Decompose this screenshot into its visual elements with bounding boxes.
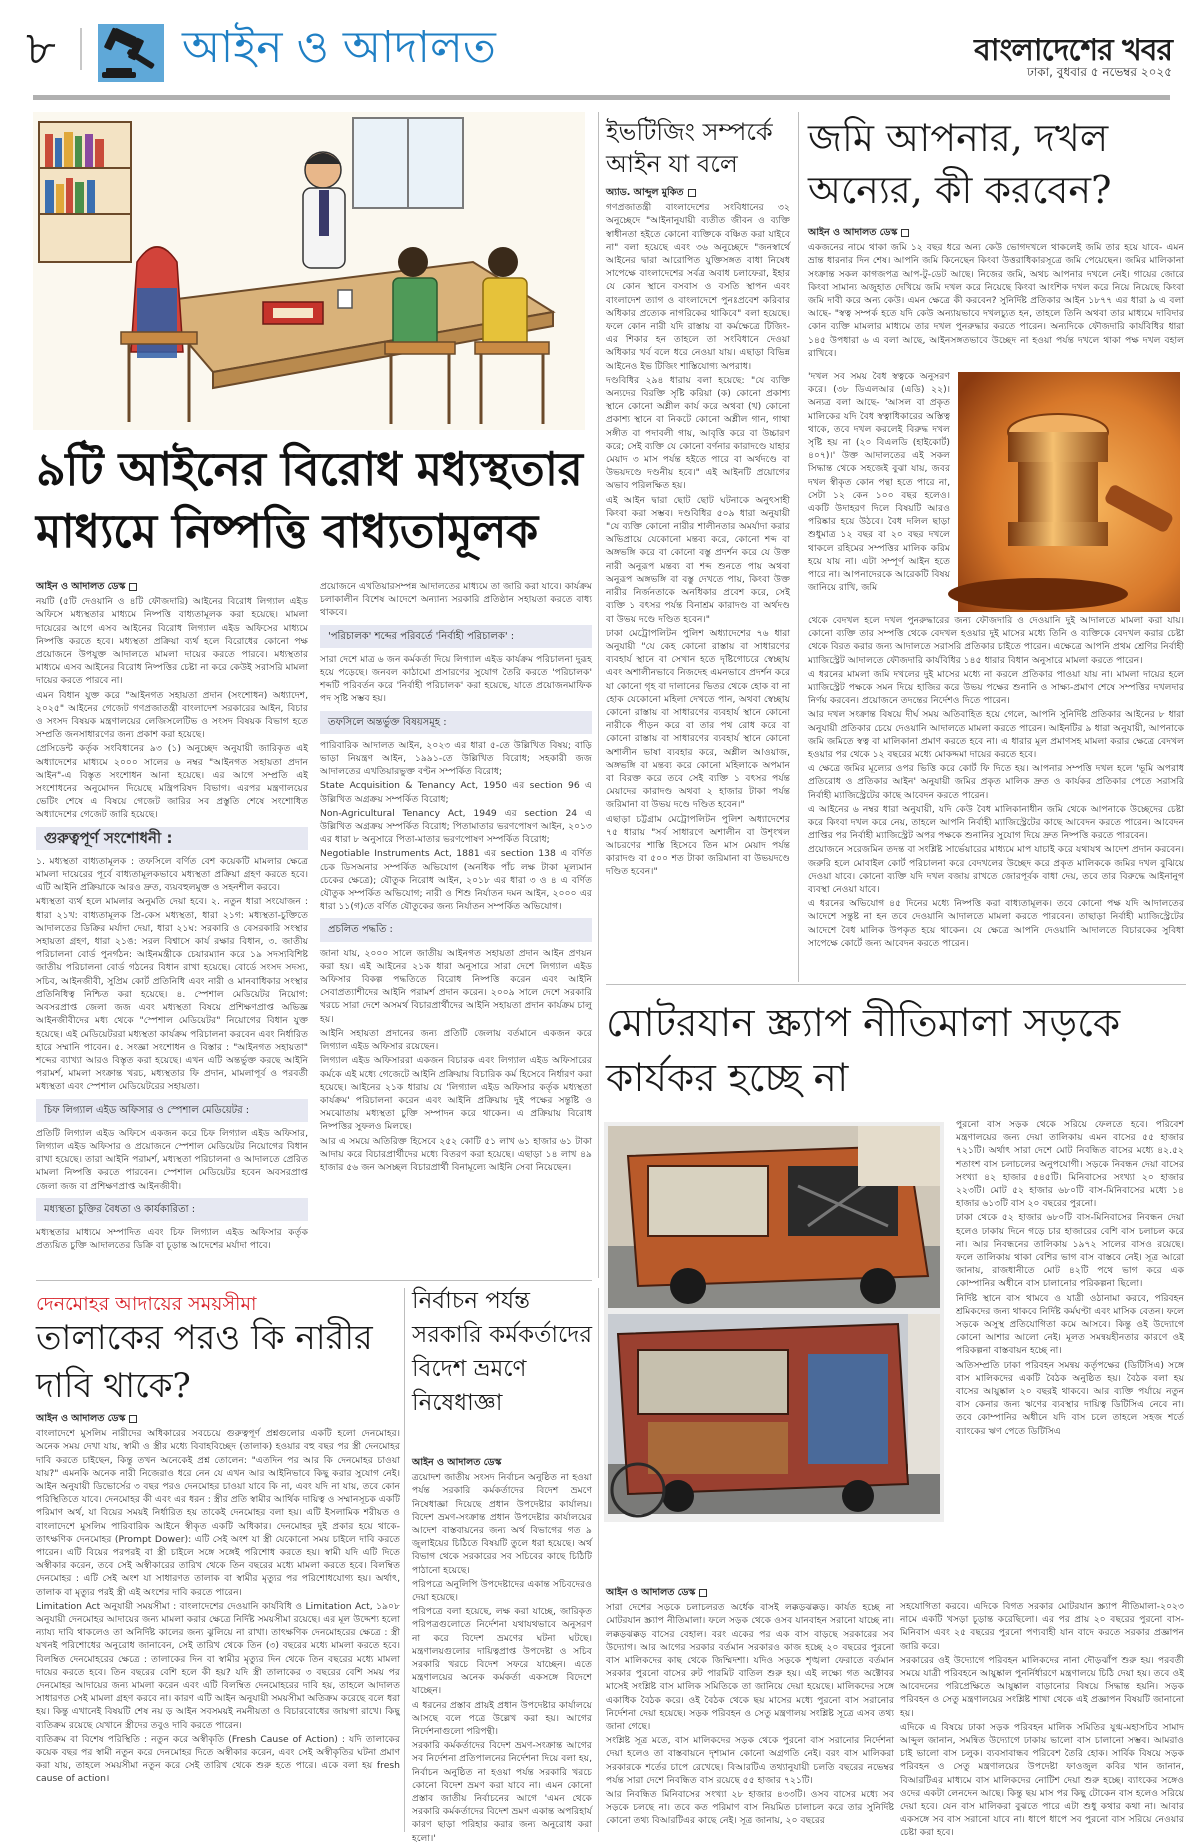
- motor-paragraph: এদিকে এ বিষয়ে ঢাকা সড়ক পরিবহন মালিক সমিতির যুগ্ম-মহাসচিব সামাদ আব্দুল জানান, সমন্বিত উদ্যোগে ঢাকায় ভালো বাস চালানো সম্ভব। আমরাও চাই ভালো বাস চলুক। ব্যবসাবান্ধব পরিবেশ তৈরি হোক। সার্বিক বিষয়ে সড়ক পরিবহন ও সেতু মন্ত্রণালয়ের উপদেষ্টা ফাওজুল কবির খান জানান, বিআরটিএর মাধ্যমে বাস মালিকদের নোটিশ দেয়া শুরু হচ্ছে। ব্যাংকের সঙ্গেও ওদের একটা লেনদেন আছে। কিন্তু ছয় মাস পর কিছু টোকেন বাস হলেও সরিয়ে দেয়া হবে। যেন বাস মালিকরা বুঝতে পারে এটা শুধু কথার কথা না। আবার একসঙ্গে সব বাস সরানো যাবে না। ধাপে ধাপে সব পুরনো বাস সরিয়ে নেওয়ার চেষ্টা করা হবে।: [900, 1721, 1184, 1839]
- eve-teasing-headline: ইভটিজিং সম্পর্কে আইন যা বলে: [606, 118, 773, 178]
- motor-bottom-right: [900, 1600, 1184, 1839]
- election-paragraph: পরিপত্রে বলা হয়েছে, লক্ষ করা যাচ্ছে, জারিকৃত পরিপত্রগুলোতে নির্দেশনা যথাযথভাবে অনুসরণ না করে বিদেশ ভ্রমণের ঘটনা ঘটছে। মন্ত্রণালয়গুলোর দায়িত্বপ্রাপ্ত উপদেষ্টা ও সচিব সরকারি খরচে বিদেশ সফরে যাচ্ছেন। এতে মন্ত্রণালয়ের অনেক কর্মকর্তা একসঙ্গে বিদেশে যাচ্ছেন।: [412, 1606, 592, 1697]
- subhead-director: 'পরিচালক' শব্দের পরিবর্তে 'নির্বাহী পরিচালক' :: [320, 625, 592, 648]
- land-paragraph: এ ধরনের অভিযোগ ৪৫ দিনের মধ্যে নিষ্পত্তি করা বাধ্যতামূলক। তবে কোনো পক্ষ যদি আদালতের আদেশে সন্তুষ্ট না হন তবে দেওয়ানি আদালতে মামলা করতে পারবেন। তাছাড়া নির্বাহী ম্যাজিস্ট্রেটের আদেশে বৈধ মালিক উপকৃত হয়ে থাকেন। যে ক্ষেত্রে আপনি দেওয়ানি আদালতে বিচারকের সুবিধা সাপেক্ষে কোর্টে জন্য আবেদন করতে পারেন।: [808, 898, 1184, 949]
- main-paragraph: প্রয়োজনে এখতিয়ারসম্পন্ন আদালতের মাধ্যমে তা জারি করা যাবে। কার্যক্রম চলাকালীন বিশেষ আদেশে অন্যান্য সরকারি প্রতিষ্ঠান সহায়তা করতে বাধ্য থাকবে।: [320, 581, 592, 619]
- eve-teasing-body: [606, 186, 790, 976]
- main-paragraph: এমন বিধান যুক্ত করে "আইনগত সহায়তা প্রদান (সংশোধন) অধ্যাদেশ, ২০২৫" আইনের গেজেট গণপ্রজাতন্ত্রী বাংলাদেশ সরকারের আইন, বিচার ও সংসদ বিষয়ক মন্ত্রণালয়ের লেজিসলেটিভ ও সংসদ বিষয়ক বিভাগ হতে সম্প্রতি জনসাধারণের জন্য প্রকাশ করা হয়েছে।: [36, 689, 308, 741]
- main-article-column-1: [36, 580, 308, 1276]
- schedule-item: Non-Agricultural Tenancy Act, 1949 এর section 24 এ উল্লিখিত অগ্রক্রয় সম্পর্কিত বিরোধ; পিতামাতার ভরণপোষণ আইন, ২০১৩ এর ধারা ৮ অনুসারে পিতা-মাতার ভরণপোষণ সম্পর্কিত বিরোধ;: [320, 807, 592, 846]
- talak-paragraph: Limitation Act অনুযায়ী সময়সীমা : বাংলাদেশের দেওয়ানি কার্যবিধি ও Limitation Act, ১৯০৮ অনুযায়ী দেনমোহর আদায়ের জন্য মামলা করার ক্ষেত্রে নির্দিষ্ট সময়সীমা রয়েছে। এর মূল উদ্দেশ্য হলো ন্যায্য দাবি থাকলেও তা অনির্দিষ্ট কালের জন্য ঝুলিয়ে না রাখা। তাৎক্ষণিক দেনমোহরের ক্ষেত্রে : স্ত্রী যখনই পরিশোধের অনুরোধ জানাবেন, সেই তারিখ থেকে তিন (৩) বছরের মধ্যে মামলা করতে হবে। বিলম্বিত দেনমোহরের ক্ষেত্রে : তালাকের দিন বা স্বামীর মৃত্যুর দিন থেকে তিন বছরের মধ্যে মামলা দায়ের করতে হবে। তিন বছরের বেশি হলে কী হয়? যদি স্ত্রী তালাকের ৩ বছরের বেশি সময় পর দেনমোহর আদায়ের জন্য মামলা করেন এবং এটি বিলম্বিত দেনমোহরের দাবি হয়, তাহলে আদালত সাধারণত সেই মামলা গ্রহণ করবে না। কারণ এটি আইন অনুযায়ী সময়সীমা অতিক্রম করেছে বলে ধরা হয়। কিন্তু এখানেই বিষয়টি শেষ নয় ড় আইন সবসময়ই নমনীয়তা ও বিচারবোধের জায়গা রাখে। কিছু ব্যতিক্রম রয়েছে যেখানে স্ত্রীদের তবুও দাবি করতে পারেন।: [36, 1600, 400, 1731]
- land-paragraph: এ ক্ষেত্রে জমির মূল্যের ওপর ভিত্তি করে কোর্ট ফি দিতে হয়। আপনার সম্পত্তি দখল হলে 'ভূমি অপরাধ প্রতিরোধ ও প্রতিকার আইন' অনুযায়ী জমির প্রকৃত মালিক দ্রুত ও কার্যকর প্রতিকার পেতে সরাসরি নির্বাহী ম্যাজিস্ট্রেটের কাছে আবেদন করতে পারেন।: [808, 763, 1184, 801]
- page-number: ৮: [26, 21, 56, 75]
- talak-paragraph: ব্যতিক্রম বা বিশেষ পরিস্থিতি : নতুন করে অস্বীকৃতি (Fresh Cause of Action) : যদি তালাকের কয়েক বছর পর স্বামী নতুন করে দেনমোহর দিতে অস্বীকার করেন, এবং সেই অস্বীকৃতির ঘটনা প্রমাণ করা যায়, তাহলে সময়সীমা নতুন করে সেই তারিখ থেকে শুরু হতে পারে। একে বলা হয় fresh cause of action।: [36, 1733, 400, 1785]
- election-paragraph: ত্রয়োদশ জাতীয় সংসদ নির্বাচন অনুষ্ঠিত না হওয়া পর্যন্ত সরকারি কর্মকর্তাদের বিদেশ ভ্রমণে নিষেধাজ্ঞা দিয়েছে প্রধান উপদেষ্টার কার্যালয়। বিদেশ ভ্রমণ-সংক্রান্ত প্রধান উপদেষ্টার কার্যালয়ের আদেশ বাস্তবায়নের জন্য অর্থ বিভাগের গত ৯ জুলাইয়ের চিঠিতে বিষয়টি তুলে ধরা হয়েছে। অর্থ বিভাগ থেকে সরকারের সব সচিবের কাছে চিঠিটি পাঠানো হয়েছে।: [412, 1472, 592, 1576]
- column-divider: [598, 1288, 599, 1832]
- motor-paragraph: সংশ্লিষ্ট সূত্র মতে, বাস মালিকদের সড়ক থেকে পুরনো বাস সরানোর নির্দেশনা দেয়া হলেও তা বাস্তবায়নে দৃশ্যমান কোনো অগ্রগতি নেই। বরং বাস মালিকরা সরকারকে শর্তের চাপে রেখেছে। বিআরটিএ তথ্যানুযায়ী চলতি বছরের নভেম্বর পর্যন্ত সারা দেশে নিবন্ধিত বাস রয়েছে ৫৫ হাজার ৭২১টি।: [606, 1735, 894, 1786]
- motor-paragraph: সারা দেশের সড়কে চলাচলরত অর্ধেক বাসই লক্কড়ঝক্কড়। কার্যত হচ্ছে না মোটরযান স্ক্র্যাপ নীতিমালা। ফলে সড়ক থেকে ওসব যানবাহন সরানো যাচ্ছে না। লক্কড়ঝক্কড় বাসের বেহাল। বরং একের পর এক বাস বাড়ছে সরকারের সব উদ্যোগ। আর আগের সরকার বর্তমান সরকারও কাজ হচ্ছে ২০ বছরের পুরনো বাস মালিকদের কাছ থেকে জিম্মিদশা। যদিও সড়কে শৃঙ্খলা ফেরাতে বর্তমান সরকার পুরনো বাসের রুট পারমিট বাতিল শুরু হয়। এই লক্ষ্যে গত অক্টোবর মাসেই সংশ্লিষ্ট বাস মালিক সমিতিকে তা জানিয়ে দেয়া হয়েছে। মালিকদের সঙ্গে একাধিক বৈঠক করে। ওই বৈঠক থেকে ছয় মাসের মধ্যে পুরনো বাস সরানোর নির্দেশনা দেয়া হয়েছে। সড়ক পরিবহন ও সেতু মন্ত্রণালয় সংশ্লিষ্ট সূত্রে এসব তথ্য জানা গেছে।: [606, 1602, 894, 1733]
- motor-paragraph: পুরনো বাস সড়ক থেকে সরিয়ে ফেলতে হবে। পরিবেশ মন্ত্রণালয়ের জন্য দেয়া তালিকায় এমন বাসের ৫৫ হাজার ৭২১টি। অর্থাৎ সারা দেশে মোট নিবন্ধিত বাসের মধ্যে ৪২.৫২ শতাংশ বাস চলাচলের অনুপযোগী। সড়কে নিবন্ধন দেয়া বাসের সংখ্যা ৪২ হাজার ৫৪৫টি। মিনিবাসের সংখ্যা ২০ হাজার ২২৩টি। মোট ৫২ হাজার ৬৮০টি বাস-মিনিবাসের মধ্যে ১৪ হাজার ৬১৩টি বাস ২০ বছরের পুরনো।: [956, 1119, 1184, 1210]
- subhead-validity: মধ্যস্থতা চুক্তির বৈধতা ও কার্যকারিতা :: [36, 1198, 308, 1221]
- main-article-column-2: [320, 580, 592, 1276]
- motor-paragraph: ঢাকা থেকে ৫২ হাজার ৬৮০টি বাস-মিনিবাসের নিবন্ধন দেয়া হলেও ঢাকায় দিনে গড়ে চার হাজারের বেশি বাস চলাচল করে না। আর নিবন্ধনের তালিকায় ১৯৭২ সালের বাসও রয়েছে। ফলে তালিকায় থাকা বেশির ভাগ বাস বাস্তবে নেই। সূত্র আরো জানায়, রাজধানীতে মোট ৪২টি পথে ভাগ করে এক কোম্পানির অধীনে বাস চালানোর পরিকল্পনা ছিলো।: [956, 1212, 1184, 1290]
- legal-aid-illustration: [33, 112, 585, 430]
- talak-body: [36, 1412, 400, 1832]
- land-paragraph: আর দখল সংক্রান্ত বিষয়ে দীর্ঘ সময় অতিবাহিত হয়ে গেলে, আপনি সুনির্দিষ্ট প্রতিকার আইনের ৮ ধারা অনুযায়ী প্রতিকার চেয়ে দেওয়ানি আদালতে মামলা করতে পারেন। আইনটির ৯ ধারা অনুযায়ী, আপনাকে জমি জমিতে স্বত্ব বা মালিকানা প্রমাণ করতে হবে না। এ ধারার মূল প্রমাণসহ মামলা করার ক্ষেত্রে বেদখল হওয়ার পর থেকে ১২ বছরের মধ্যে মোকদ্দমা দায়ের করতে হবে।: [808, 709, 1184, 761]
- header-rule: [33, 95, 1170, 100]
- damaged-bus-photo-1: [608, 1126, 940, 1308]
- gavel-icon: [98, 24, 164, 82]
- election-headline: নির্বাচন পর্যন্ত সরকারি কর্মকর্তাদের বিদেশ ভ্রমণে নিষেধাজ্ঞা: [412, 1288, 593, 1416]
- motor-headline: মোটরযান স্ক্র্যাপ নীতিমালা সড়কে কার্যকর হচ্ছে না: [606, 1001, 1121, 1101]
- column-divider: [598, 112, 599, 1278]
- election-paragraph: সরকারি কর্মকর্তাদের বিদেশ ভ্রমণ-সংক্রান্ত আগের সব নির্দেশনা প্রতিপালনের নির্দেশনা দিয়ে বলা হয়, নির্বাচন অনুষ্ঠিত না হওয়া পর্যন্ত সরকারি খরচে কোনো বিদেশ ভ্রমণ করা যাবে না। এমন কোনো প্রস্তাব জাতীয় নির্বাচনের আগে 'এমন থেকে সরকারি কর্মকর্তাদের বিদেশ ভ্রমণ একান্ত অপরিহার্য কারণ ছাড়া পরিহার করার জন্য অনুরোধ করা হলো।': [412, 1740, 592, 1844]
- land-paragraph: এ ধরনের মামলা জমি দখলের দুই মাসের মধ্যে না করলে প্রতিকার পাওয়া যায় না। মামলা দায়ের হলে ম্যাজিস্ট্রেট পক্ষকে সমন দিয়ে হাজির করে উভয় পক্ষের শুনানি ও সাক্ষ্য-প্রমাণ শেষে সম্পত্তির দখলদার নির্ণয় করবেন। প্রয়োজনে তদন্তের নির্দেশও দিতে পারেন।: [808, 668, 1184, 707]
- motor-paragraph: সরকারের ওই উদ্যোগে পরিবহন মালিকদের নানা দৌড়ঝাঁপ শুরু হয়। পরবর্তী সময়ে যাত্রী পরিবহনে আয়ুষ্কাল পুনর্নির্ধারণে মন্ত্রণালয়ে চিঠি দেয়া হয়। তবে ওই আবেদনের পরিপ্রেক্ষিতে আয়ুষ্কাল বাড়ানোর বিষয়ে সিদ্ধান্ত হয়নি। সড়ক পরিবহন ও সেতু মন্ত্রণালয়ের সংশ্লিষ্ট শাখা থেকে এই প্রজ্ঞাপন বিষয়টি জানানো হয়।: [900, 1654, 1184, 1719]
- motor-paragraph: নির্দিষ্ট স্থানে বাস থামবে ও যাত্রী ওঠানামা করবে, পরিবহন শ্রমিকদের জন্য থাকবে নির্দিষ্ট কর্মঘণ্টা এবং মাসিক বেতন। ফলে সড়কে অসুস্থ প্রতিযোগিতা কমে আসবে। কিন্তু ওই উদ্যোগে কোনো আশার আলো নেই। মূলত সমন্বয়হীনতার কারণে ওই পরিকল্পনা বাস্তবায়ন হচ্ছে না।: [956, 1292, 1184, 1357]
- motor-bottom-left: [606, 1586, 894, 1827]
- land-body: [808, 614, 1184, 976]
- main-paragraph: প্রেসিডেন্ট কর্তৃক সংবিধানের ৯৩ (১) অনুচ্ছেদ অনুযায়ী জারিকৃত এই অধ্যাদেশের মাধ্যমে ২০০০ সালের ৬ নম্বর "আইনগত সহায়তা প্রদান আইন"-এ বিস্তৃত সংশোধন আনা হয়েছে। এর আগে সম্প্রতি এই সংশোধনের অনুমোদন দিয়েছে মন্ত্রিপরিষদ বিভাগ। এরপর মন্ত্রণালয়ের ভেটিং শেষে এ বিষয়ে গেজেট জারির সব প্রস্তুতি শেষে সংশোধিত অধ্যাদেশের গেজেট জারি হয়েছে।: [36, 743, 308, 821]
- land-headline: জমি আপনার, দখল অন্যের, কী করবেন?: [808, 116, 1112, 212]
- talak-paragraph: বাংলাদেশে মুসলিম নারীদের অধিকারের সবচেয়ে গুরুত্বপূর্ণ প্রশ্নগুলোর একটি হলো দেনমোহর। অনেক সময় দেখা যায়, স্বামী ও স্ত্রীর মধ্যে বিবাহবিচ্ছেদ (তালাক) হওয়ার বহু বছর পর স্ত্রী দেনমোহর দাবি করতে চাইছেন, কিন্তু তখন অনেকেই প্রশ্ন তোলেন: "এতদিন পর আর কি দেনমোহর চাওয়া যায়?" এমনকি অনেক নারী নিজেরাও ধরে নেন যে এখন আর আইনিভাবে কিছু করার সুযোগ নেই। আইন অনুযায়ী ডিভোর্সের ৩ বছর পরও দেনমোহর চাওয়া যাবে কি না, এবং যদি না যায়, তবে কোন পরিস্থিতিতে যাবে। দেনমোহর কী এবং এর ধরন : স্ত্রীর প্রতি স্বামীর আর্থিক দায়িত্ব ও সম্মানসূচক একটি পরিমাণ অর্থ, যা বিয়ের সময়ই নির্ধারিত হয় তাকেই দেনমোহর বলা হয়। এটি ইসলামিক শরীয়ত ও বাংলাদেশে মুসলিম পারিবারিক আইনে স্বীকৃত একটি অধিকার। দেনমোহর দুই প্রকার হয়ে থাকে- তাৎক্ষণিক দেনমোহর (Prompt Dower): এটি সেই অংশ যা স্ত্রী যেকোনো সময় চাইলে দাবি করতে পারেন। এটি বিয়ের পরপরই বা স্ত্রী চাইলে সঙ্গে সঙ্গেই পরিশোধ করতে হয়। স্বামী যদি এটি দিতে অস্বীকার করেন, তবে সেই অস্বীকারের তারিখ থেকে তিন বছরের মধ্যে মামলা করতে হবে। বিলম্বিত দেনমোহর : এটি সেই অংশ যা সাধারণত তালাক বা স্বামীর মৃত্যুর পর পরিশোধযোগ্য হয়। অর্থাৎ, তালাক বা মৃত্যুর পরই স্ত্রী এই অংশের দাবি করতে পারেন।: [36, 1428, 400, 1598]
- schedule-item: State Acquisition & Tenancy Act, 1950 এর section 96 এ উল্লিখিত অগ্রক্রয় সম্পর্কিত বিরোধ;: [320, 780, 592, 805]
- practice-paragraph: লিগ্যাল এইড অফিসাররা একজন বিচারক এবং লিগ্যাল এইড অফিসারের কর্মকে এই মধ্যে গেজেটে আইনি প্রক্রিয়ায় বিচারিক কর্ম হিসেবে নির্ধারণ করা হয়েছে। আইনের ২১ক ধারায় যে 'লিগ্যাল এইড অফিসার কর্তৃক মধ্যস্থতা কার্যক্রম' পরিচালনা করেন এবং আইনি প্রক্রিয়ায় দুই পক্ষের সন্তুষ্টি ও সমঝোতায় মধ্যস্থতা চুক্তি সম্পাদন করে থাকেন। এ প্রক্রিয়ায় বিরোধ নিষ্পত্তির সুফলও মিলছে।: [320, 1055, 592, 1133]
- column-divider: [798, 112, 799, 982]
- schedule-item: Negotiable Instruments Act, 1881 এর section 138 এ বর্ণিত চেক ডিসঅনার সম্পর্কিত অভিযোগ (অনধিক পাঁচ লক্ষ টাকা মূল্যমান চেকের ক্ষেত্রে); যৌতুক নিরোধ আইন, ২০১৮ এর ধারা ৩ ও ৪ এ বর্ণিত যৌতুক সম্পর্কিত অভিযোগ; নারী ও শিশু নির্যাতন দমন আইন, ২০০০ এর ধারা ১১(গ)তে বর্ণিত যৌতুকের জন্য নির্যাতন সম্পর্কিত অভিযোগ।: [320, 848, 592, 913]
- chief-paragraph: প্রতিটি লিগ্যাল এইড অফিসে একজন করে চিফ লিগ্যাল এইড অফিসার, লিগ্যাল এইড অফিসার ও প্রয়োজনে স্পেশাল মেডিয়েটর নিয়োগের বিধান রাখা হয়েছে। তারা আইনি পরামর্শ, মধ্যস্থতা পরিচালনা ও আদালতে প্রেরিত মামলা নিষ্পত্তি করতে পারবেন। স্পেশাল মেডিয়েটর হবেন অবসরপ্রাপ্ত জেলা জজ বা প্রশিক্ষণপ্রাপ্ত আইনজীবী।: [36, 1127, 308, 1192]
- column-divider: [404, 1288, 405, 1832]
- land-lead: [808, 226, 1184, 366]
- motor-byline: আইন ও আদালত ডেস্ক: [606, 1586, 894, 1599]
- land-paragraph: এ আইনের ৬ নম্বর ধারা অনুযায়ী, যদি কেউ বৈধ মালিকানাধীন জমি থেকে আপনাকে উচ্ছেদের চেষ্টা করে কিংবা দখল করে নেয়, তাহলে আপনি নির্বাহী ম্যাজিস্ট্রেটের কাছে আবেদন করতে পারেন। আবেদন প্রাপ্তির পর নির্বাহী ম্যাজিস্ট্রেট অপর পক্ষকে শুনানির সুযোগ দিয়ে দ্রুত নিষ্পত্তি করতে পারবেন।: [808, 803, 1184, 842]
- subhead-schedule: তফসিলে অন্তর্ভুক্ত বিষয়সমূহ :: [320, 711, 592, 734]
- gavel-photo: [958, 372, 1180, 612]
- page-number-divider: [80, 28, 82, 70]
- eve-paragraph: দণ্ডবিধির ২৯৪ ধারায় বলা হয়েছে: "যে ব্যক্তি অন্যদের বিরক্তি সৃষ্টি করিয়া (ক) কোনো প্রকাশ্য স্থানে কোনো অশ্লীল কার্য করে অথবা (খ) কোনো প্রকাশ্য স্থানে বা নিকটে কোনো অশ্লীল গান, গাথা সঙ্গীত বা পদাবলী গায়, আবৃত্তি করে বা উচ্চারণ করে; সেই ব্যক্তি যে কোনো বর্ণনার কারাদণ্ডে যাহার মেয়াদ ৩ মাস পর্যন্ত হইতে পারে বা অর্থদণ্ডে বা উভয়দণ্ডে দণ্ডনীয় হবে।" এই আইনটি প্রয়োগের অভাব পরিলক্ষিত হয়।: [606, 374, 790, 492]
- director-paragraph: সারা দেশে মাত্র ৬ জন কর্মকর্তা দিয়ে লিগ্যাল এইড কার্যক্রম পরিচালনা দুরূহ হয়ে পড়েছে। জনবল কাঠামো প্রসারণের সুযোগ তৈরি করতে 'পরিচালক' শব্দটি পরিবর্তন করে 'নির্বাহী পরিচালক' করা হয়েছে, যাতে প্রয়োজনমাফিক পদ সৃষ্টি সম্ভব হয়।: [320, 653, 592, 705]
- damaged-bus-photo-2: [608, 1314, 940, 1514]
- motor-paragraph: আর নিবন্ধিত মিনিবাসের সংখ্যা ২৮ হাজার ৪৩৩টি। ওসব বাসের মধ্যে সব সড়কে চলছে না। তবে কত পরিমাণ বাস নিয়মিত চালাচল করে তার সুনির্দিষ্ট কোনো তথ্য বিআরটিএর কাছে নেই। সূত্র জানায়, ২০ বছরের: [606, 1789, 894, 1827]
- land-paragraph: থেকে বেদখল হলে দখল পুনরুদ্ধারের জন্য ফৌজদারি ও দেওয়ানি দুই আদালতে মামলা করা যায়। কোনো ব্যক্তি তার সম্পত্তি থেকে বেদখল হওয়ার দুই মাসের মধ্যে তিনি ও ব্যক্তিকে বেদখল করার চেষ্টা থেকে বিরত করার জন্য আদালতে সরাসরি প্রতিকার চাইতে পারেন। এক্ষেত্রে আপনি প্রথম শ্রেণির নির্বাহী ম্যাজিস্ট্রেট আদালতে ফৌজদারি কার্যবিধির ১৪৫ ধারার বিধান অনুসারে মামলা করতে পারেন।: [808, 615, 1184, 666]
- eve-paragraph: এই আইন দ্বারা ছোট ছোট ঘটনাকে অনুৎসাহী কিংবা করা সম্ভব। দণ্ডবিধির ৫০৯ ধারা অনুযায়ী "যে ব্যক্তি কোনো নারীর শালীনতার অমর্যাদা করার অভিপ্রায়ে যেকোনো মন্তব্য করে, কোনো শব্দ বা অঙ্গভঙ্গি করে বা কোনো বস্তু প্রদর্শন করে যে উক্ত নারী অনুরূপ মন্তব্য বা শব্দ শুনতে পায় অথবা অনুরূপ অঙ্গভঙ্গি বা বস্তু দেখতে পায়, কিংবা উক্ত নারীর নির্জনতাকে অনধিকার প্রবেশ করে, সেই ব্যক্তি ১ বৎসর পর্যন্ত বিনাশ্রম কারাদণ্ড বা অর্থদণ্ড বা উভয় দণ্ডে দণ্ডিত হবেন।": [606, 494, 790, 625]
- land-paragraph: একজনের নামে থাকা জমি ১২ বছর ধরে অন্য কেউ ভোগদখলে থাকলেই জমি তার হয়ে যাবে- এমন ভ্রান্ত ধারনার দিন শেষ। আপনি জমি কিনেছেন কিংবা উত্তরাধিকারসূত্রে জমি পেয়েছেন। জমির মালিকানা সংক্রান্ত সকল কাগজপত্র আপ-টু-ডেট আছে। নিজের জমি, অথচ আপনার দখলে নেই। গায়ের জোরে কিংবা সামান্য অজুহাত দেখিয়ে জমি দখল করে নিয়েছে কিংবা আংশিক দখল করে নিয়ে নিয়েছে কিংবা জমি দাবী করে অন্য কেউ। এমন ক্ষেত্রে কী করবেন? সুনির্দিষ্ট প্রতিকার আইন ১৮৭৭ এর ধারা ৯ এ বলা আছে- "স্বত্ব সম্পর্ক হতে যদি কেউ অন্যায়ভাবে দখলচ্যুত হন, তাহলে তিনি অথবা তার মাধ্যমে দাবিদার কোন ব্যক্তি মামলার মাধ্যমে তার দখল পুনরুদ্ধার করতে পারেন। অন্যদিকে ফৌজদারি কার্যবিধির ধারা ১৪৫ উপধারা ৬ এ বলা আছে, আইনসঙ্গতভাবে উচ্ছেদ না হওয়া পর্যন্ত দখলে থাকা পক্ষ দখল বহাল রাখিবে।: [808, 242, 1184, 359]
- election-body: [412, 1456, 592, 1844]
- validity-paragraph: মধ্যস্থতার মাধ্যমে সম্পাদিত এবং চিফ লিগ্যাল এইড অফিসার কর্তৃক প্রত্যয়িত চুক্তি আদালতের ডিক্রি বা চূড়ান্ত আদেশের মর্যাদা পাবে।: [36, 1226, 308, 1252]
- eve-paragraph: এছাড়া চট্টগ্রাম মেট্রোপলিটন পুলিশ অধ্যাদেশের ৭৫ ধারায় "সর্ব সাধারণে অশালীন বা উশৃংখল আচরণের শাস্তি হিসেবে তিন মাস মেয়াদ পর্যন্ত কারাদণ্ড বা ৫০০ শত টাকা জরিমানা বা উভয়দণ্ডে দণ্ডিত হবেন।": [606, 813, 790, 878]
- eve-paragraph: ঢাকা মেট্রোপলিটন পুলিশ অধ্যাদেশের ৭৬ ধারা অনুযায়ী "যে কেহ কোনো রাস্তায় বা সাধারণের ব্যবহার্য স্থানে বা সেখান হতে দৃষ্টিগোচরে স্বেচ্ছায় এবং অশালীনভাবে নিজদেহ এমনভাবে প্রদর্শন করে যা কোনো গৃহ বা দালানের ভিতর থেকে হোক বা না হোক যেকোনো মহিলা দেখতে পান, অথবা স্বেচ্ছায় কোনো রাস্তায় বা সাধারণের ব্যবহার্য স্থানে কোনো নারীকে পীড়ন করে বা তার পথ রোধ করে বা কোনো রাস্তায় বা সাধারণের ব্যবহার্য স্থানে কোনো অশালীন ভাষা ব্যবহার করে, অশ্লীল আওয়াজ, অঙ্গভঙ্গি বা মন্তব্য করে কোনো মহিলাকে অপমান বা বিরক্ত করে তবে সেই ব্যক্তি ১ বৎসর পর্যন্ত মেয়াদের কারাদণ্ড অথবা ২ হাজার টাকা পর্যন্ত জরিমানা বা উভয় দণ্ডে দণ্ডিত হবেন।": [606, 627, 790, 811]
- dateline: ঢাকা, বুধবার ৫ নভেম্বর ২০২৫: [1027, 65, 1172, 79]
- newspaper-logo[interactable]: বাংলাদেশের খবর: [974, 33, 1172, 68]
- main-headline: ৯টি আইনের বিরোধ মধ্যস্থতার মাধ্যমে নিষ্পত্তি বাধ্যতামূলক: [36, 442, 583, 558]
- bus-photos: [604, 1122, 944, 1522]
- talak-headline: তালাকের পরও কি নারীর দাবি থাকে?: [36, 1318, 373, 1406]
- talak-kicker: দেনমোহর আদায়ের সময়সীমা: [36, 1293, 257, 1315]
- practice-paragraph: জানা যায়, ২০০০ সালে জাতীয় আইনগত সহায়তা প্রদান আইন প্রণয়ন করা হয়। এই আইনের ২১ক ধারা অনুসারে সারা দেশে লিগ্যাল এইড অফিসার বিকল্প পদ্ধতিতে বিরোধ নিষ্পত্তি করেন এবং আইনি সেবাপ্রত্যাশীদের আইনি পরামর্শ প্রদান করেন। ২০০৯ সালে দেশে সরকারি খরচে সারা দেশে অসমর্থ বিচারপ্রার্থীদের আইনি সহায়তা প্রদান কার্যক্রম চালু হয়।: [320, 947, 592, 1025]
- motor-paragraph: সহযোগিতা করবে। এদিকে বিগত সরকার মোটরযান স্ক্র্যাপ নীতিমালা-২০২৩ নামে একটি খসড়া চূড়ান্ত করেছিলো। এর পর প্রায় ২০ বছরের পুরনো বাস-মিনিবাস এবং ২৫ বছরের পুরনো পণ্যবাহী যান বাদে করতে সরকার প্রজ্ঞাপন জারি করে।: [900, 1601, 1184, 1652]
- subhead-practice: প্রচলিত পদ্ধতি :: [320, 918, 592, 941]
- land-paragraph: প্রয়োজনে সরেজমিন তদন্ত বা সংশ্লিষ্ট সার্ভেয়ারের মাধ্যমে মাপ যাচাই করে যথাযথ আদেশ প্রদান করবেন। জরুরি হলে মোবাইল কোর্ট পরিচালনা করে বেদখলের উচ্ছেদ করে প্রকৃত মালিককে জমির দখল বুঝিয়ে দেওয়া যাবে। কোনো ব্যক্তি যদি দখল বজায় রাখতে জোরপূর্বক বাধা দেয়, তবে তার বিরুদ্ধে আইনানুগ ব্যবস্থা নেওয়া যাবে।: [808, 844, 1184, 896]
- practice-paragraph: আইনি সহায়তা প্রদানের জন্য প্রতিটি জেলায় বর্তমানে একজন করে লিগ্যাল এইড অফিসার রয়েছেন।: [320, 1027, 592, 1053]
- subhead-amendments: গুরুত্বপূর্ণ সংশোধনী :: [36, 827, 308, 850]
- land-byline: আইন ও আদালত ডেস্ক: [808, 226, 1184, 239]
- eve-teasing-byline: অ্যাড. আব্দুল মুকিত: [606, 186, 790, 199]
- election-paragraph: এ ধরনের প্রস্তাব প্রায়ই প্রধান উপদেষ্টার কার্যালয়ে আসছে বলে পত্রে উল্লেখ করা হয়। আগের নির্দেশনাগুলো পরিপন্থী।: [412, 1699, 592, 1738]
- election-paragraph: পরিপত্রে অনুলিপি উপদেষ্টাদের একান্ত সচিবদেরও দেয়া হয়েছে।: [412, 1578, 592, 1604]
- main-paragraph: নয়টি (৫টি দেওয়ানি ও ৪টি ফৌজদারি) আইনের বিরোধ লিগ্যাল এইড অফিসে মধ্যস্থতার মাধ্যমে নিষ্পত্তি বাধ্যতামূলক করা হয়েছে। মামলা দায়েরের আগে এসব আইনের বিরোধ লিগ্যাল এইড অফিসের মাধ্যমে নিষ্পত্তি করতে হবে। মধ্যস্থতা প্রক্রিয়া ব্যর্থ হলে বিরোধের কোনো পক্ষ প্রয়োজনে উপযুক্ত আদালতে মামলা দায়ের করতে পারবে। মধ্যস্থতার মাধ্যমে এসব আইনের বিরোধ নিষ্পত্তির চেষ্টা না করে কেউই সরাসরি মামলা দায়ের করতে পারবে না।: [36, 596, 308, 687]
- motor-paragraph: অতিসম্প্রতি ঢাকা পরিবহন সমন্বয় কর্তৃপক্ষের (ডিটিসিএ) সঙ্গে বাস মালিকদের একটি বৈঠক অনুষ্ঠিত হয়। বৈঠক বলা হয় বাসের আয়ুষ্কাল ২০ বছরই থাকবে। আর ব্যক্তি পর্যায়ে নতুন বাস কেনার জন্য ঋণের ব্যবস্থার দায়িত্ব ডিটিসিএ নেবে না। তবে কোম্পানির অধীনে যদি বাস চলে তাহলে সহজ শর্তে ব্যাংকের ঋণ পেতে ডিটিসিএ: [956, 1359, 1184, 1437]
- main-byline: আইন ও আদালত ডেস্ক: [36, 580, 308, 593]
- section-title: আইন ও আদালত: [182, 22, 496, 73]
- motor-side-column: [956, 1118, 1184, 1600]
- amendment-paragraph: মধ্যস্থতা ব্যর্থ হলে মামলার অনুমতি দেয়া হবে। ২. নতুন ধারা সংযোজন : ধারা ২১খ: বাধ্যতামূলক প্রি-কেস মধ্যস্থতা, ধারা ২১গ: মধ্যস্থতা-চুক্তিতে আদালতের ডিক্রির মর্যাদা দেয়া, ধারা ২১ঘ: সরকারি ও বেসরকারি সংস্থার সহায়তা গ্রহণ, ধারা ২১ঙ: সরল বিশ্বাসে কার্য রক্ষার বিধান, ৩. জাতীয় পরিচালনা বোর্ড পুনর্গঠন: আইনমন্ত্রীকে চেয়ারম্যান করে ১৯ সদস্যবিশিষ্ট জাতীয় পরিচালনা বোর্ড গঠনের বিধান রাখা হয়েছে। বোর্ডে সংসদ সদস্য, সচিব, আইনজীবী, সুপ্রিম কোর্ট প্রতিনিধি এবং নারী ও মানবাধিকার সংস্থার প্রতিনিধিত্ব নিশ্চিত করা হয়েছে। ৪. স্পেশাল মেডিয়েটর নিয়োগ: অবসরপ্রাপ্ত জেলা জজ এবং মধ্যস্থতা বিষয়ে প্রশিক্ষণপ্রাপ্ত অভিজ্ঞ আইনজীবীদের মধ্য থেকে "স্পেশাল মেডিয়েটর" নিয়োগের বিধান যুক্ত হয়েছে। এই মেডিয়েটররা মধ্যস্থতা কার্যক্রম পরিচালনা করবেন এবং নির্ধারিত হারে সম্মানি পাবেন। ৫. সংজ্ঞা সংশোধন ও বিস্তার : "আইনগত সহায়তা" শব্দের ব্যাখ্যা আরও বিস্তৃত করা হয়েছে। এখন এটি অন্তর্ভুক্ত করছে আইনি পরামর্শ, মামলা সংক্রান্ত খরচ, মধ্যস্থতার ফি প্রদান, মামলাপূর্ব ও পরবর্তী মধ্যস্থতা এবং স্পেশাল মেডিয়েটরের সহায়তা।: [36, 896, 308, 1093]
- land-paragraph: 'দখল সব সময় বৈধ স্বত্বকে অনুসরণ করে। (৩৮ ডিএলআর (এডি) ২২)। অন্যত্র বলা আছে- 'আসল বা প্রকৃত মালিকের যদি বৈধ স্বত্বাধিকারের অস্তিত্ব থাকে, তবে দখল করলেই বিরুদ্ধ দখল সৃষ্টি হয় না (২০ বিএলডি (হাইকোর্ট) ৪০৭)।' উক্ত আদালতের এই সকল সিদ্ধান্ত থেকে সহজেই বুঝা যায়, জবর দখল স্বীকৃত কোন পন্থা হতে পারে না, সেটা ১২ কেন ১০০ বছর হলেও। একটি উদাহরণ দিলে বিষয়টি আরও পরিষ্কার হয়ে উঠবে। বৈধ দলিল ছাড়া শুধুমাত্র ১২ বছর বা ২০ বছর দখলে থাকলে রহিমের সম্পত্তির মালিক করিম হয়ে যায় না। এটা সম্পূর্ণ আইন হতে পারে না। আপনাদেরকে আরেকটি বিষয় জানিয়ে রাখি, জমি: [808, 371, 950, 594]
- land-narrow-column: [808, 370, 950, 612]
- schedule-item: পারিবারিক আদালত আইন, ২০২৩ এর ধারা ৫-তে উল্লিখিত বিষয়; বাড়ি ভাড়া নিয়ন্ত্রণ আইন, ১৯৯১-তে উল্লিখিত বিরোধ; সহকারী জজ আদালতের এখতিয়ারভুক্ত বণ্টন সম্পর্কিত বিরোধ;: [320, 739, 592, 778]
- eve-paragraph: গণপ্রজাতন্ত্রী বাংলাদেশের সংবিধানের ৩২ অনুচ্ছেদে "আইনানুযায়ী ব্যতীত জীবন ও ব্যক্তি স্বাধীনতা হইতে কোনো ব্যক্তিকে বঞ্চিত করা যাইবে না" বলা হয়েছে এবং ৩৬ অনুচ্ছেদে "জনস্বার্থে আইনের দ্বারা আরোপিত যুক্তিসঙ্গত বাধা নিষেধ সাপেক্ষে বাংলাদেশের সর্বত্র অবাধ চলাফেরা, ইহার যে কোন স্থানে বসবাস ও বসতি স্থাপন এবং বাংলাদেশ ত্যাগ ও বাংলাদেশে পুনঃপ্রবেশ করিবার অধিকার প্রত্যেক নাগরিকের থাকিবে" বলা হয়েছে। ফলে কোন নারী যদি রাস্তায় বা কর্মক্ষেত্রে টিজিং-এর শিকার হন তাহলে তা সংবিধানে দেওয়া অধিকার খর্ব বলে ধরে নেওয়া যায়। এছাড়া বিভিন্ন আইনেও ইভ টিজিং শাস্তিযোগ্য অপরাধ।: [606, 202, 790, 372]
- section-divider: [36, 1280, 592, 1281]
- subhead-chief-officer: চিফ লিগ্যাল এইড অফিসার ও স্পেশাল মেডিয়েটর :: [36, 1099, 308, 1122]
- amendment-paragraph: ১. মধ্যস্থতা বাধ্যতামূলক : তফসিলে বর্ণিত বেশ কয়েকটি মামলার ক্ষেত্রে মামলা দায়েরের পূর্বে বাধ্যতামূলকভাবে মধ্যস্থতা প্রক্রিয়া গ্রহণ করতে হবে। এটি আইনি প্রক্রিয়াকে আরও দ্রুত, ব্যয়বহুলমুক্ত ও সহনশীল করবে।: [36, 855, 308, 894]
- talak-byline: আইন ও আদালত ডেস্ক: [36, 1412, 400, 1425]
- section-divider: [606, 984, 1186, 985]
- election-byline: আইন ও আদালত ডেস্ক: [412, 1457, 502, 1468]
- practice-paragraph: আর এ সময়ে অতিরিক্ত হিসেবে ২৫২ কোটি ৫১ লাখ ৬১ হাজার ৬১ টাকা আদায় করে বিচারপ্রার্থীদের মধ্যে বিতরণ করা হয়েছে। এছাড়া ১৪ লাখ ৪৯ হাজার ৫৬ জন অসচ্ছল বিচারপ্রার্থী বিনামূল্যে আইনি সেবা নিয়েছেন।: [320, 1135, 592, 1173]
